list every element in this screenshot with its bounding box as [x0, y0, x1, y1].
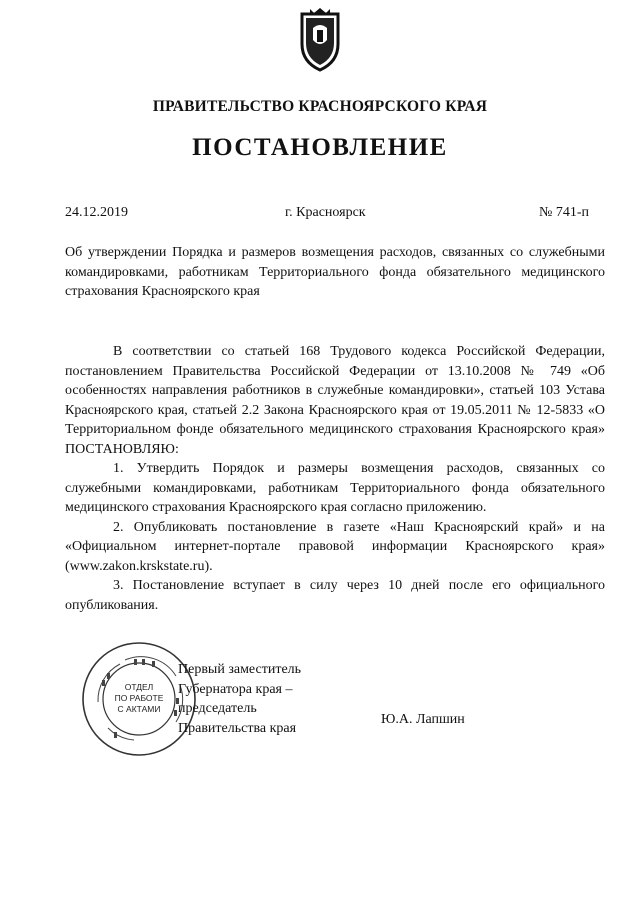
stamp-line-3: С АКТАМИ — [117, 704, 161, 714]
signature-block — [178, 660, 301, 738]
signature-position-line-1: Первый заместитель — [178, 662, 302, 677]
document-type: ПОСТАНОВЛЕНИЕ — [192, 134, 448, 161]
government-name: ПРАВИТЕЛЬСТВО КРАСНОЯРСКОГО КРАЯ — [152, 98, 488, 115]
signer-name: Ю.А. Лапшин — [381, 712, 465, 727]
item-2-paragraph: 2. Опубликовать постановление в газете «Наш Красноярский край» и на «Официальном интернет-портале правовой информации Красноярского края» (www.zakon.krskstate.ru). — [65, 519, 605, 574]
stamp-line-2: ПО РАБОТЕ — [114, 693, 164, 703]
document-number: № 741-п — [539, 205, 590, 220]
signature-position-line-2: Губернатора края – — [178, 681, 293, 697]
preamble-paragraph: В соответствии со статьей 168 Трудового кодекса Российской Федерации, постановлением Правительства Российской Федерации от 13.10.2008 № 749 «Об особенностях направления работников в служебные командировки», статьей 103 Устава Красноярского края, статьей 2.2 Закона Красноярского края от 19.05.2011 № 12-5833 «О Территориальном фонде обязательного медицинского страхования Красноярского края» ПОСТАНОВЛЯЮ: — [65, 344, 605, 457]
signature-position-line-4: Правительства края — [178, 720, 297, 736]
coat-of-arms-icon — [296, 6, 344, 72]
stamp-line-1: ОТДЕЛ — [124, 682, 154, 692]
signature-position-line-3: председатель — [178, 701, 257, 716]
document-subject: Об утверждении Порядка и размеров возмещения расходов, связанных со служебными командировками, работникам Территориального фонда обязательного медицинского страхования Красноярского края — [65, 245, 605, 299]
item-1-paragraph: 1. Утвердить Порядок и размеры возмещения расходов, связанных со служебными командировками, работникам Территориального фонда обязательного медицинского страхования Красноярского края согласно приложению. — [65, 461, 605, 515]
document-date: 24.12.2019 — [65, 205, 128, 220]
item-3-paragraph: 3. Постановление вступает в силу через 10 дней после его официального опубликования. — [65, 578, 605, 613]
document-city: г. Красноярск — [285, 205, 366, 220]
document-body — [65, 342, 605, 615]
